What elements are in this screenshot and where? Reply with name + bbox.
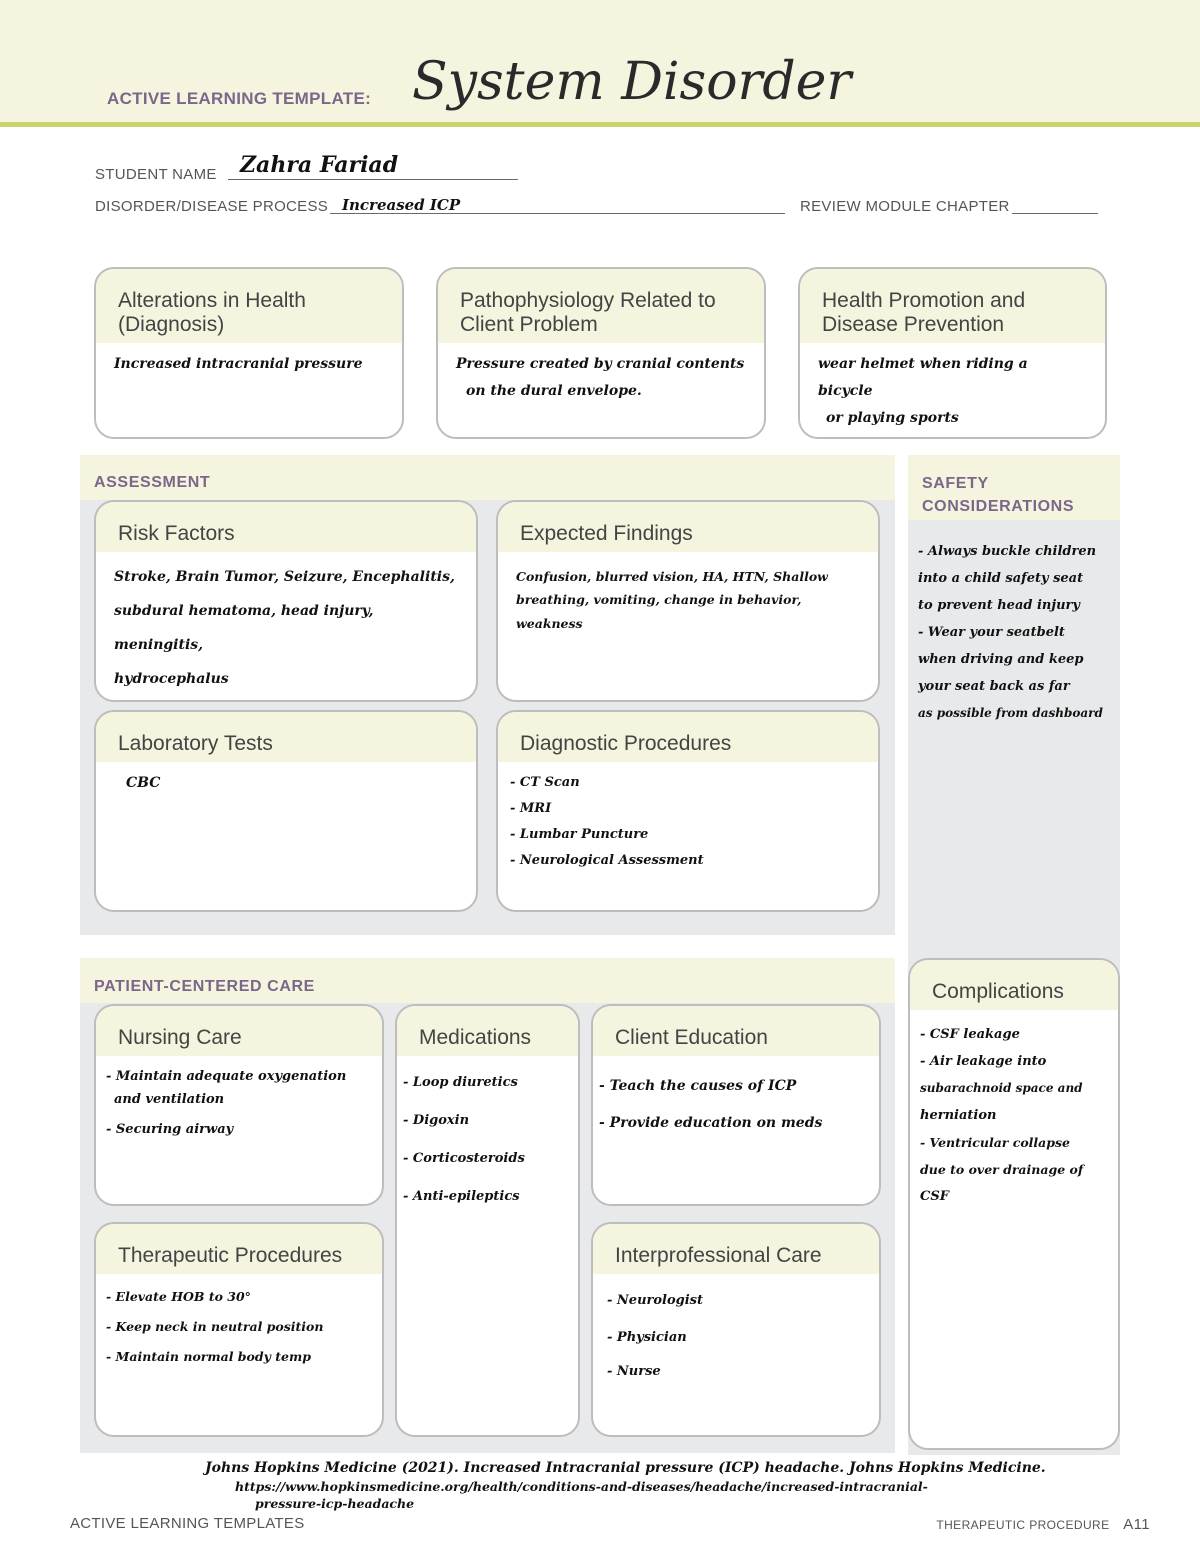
patient-care-label: PATIENT-CENTERED CARE [94,978,315,995]
nursing-care-line: - Securing airway [106,1122,234,1137]
safety-line: to prevent head injury [918,598,1080,613]
expected-findings-line: Confusion, blurred vision, HA, HTN, Shallow [516,569,828,584]
student-name-value: Zahra Fariad [240,152,399,178]
medications-line: - Digoxin [403,1113,470,1128]
diagnostic-procedures-line: - Lumbar Puncture [510,827,649,842]
therapeutic-procedures-line: - Elevate HOB to 30° [106,1289,251,1304]
health-promotion-title: Health Promotion and Disease Prevention [800,269,1105,343]
health-promotion-line: or playing sports [826,410,959,426]
medications-line: - Loop diuretics [403,1075,518,1090]
disorder-field[interactable] [330,194,785,214]
interprofessional-care-line: - Physician [607,1330,687,1345]
interprofessional-care-box[interactable] [591,1222,881,1437]
expected-findings-line: breathing, vomiting, change in behavior, weakness [516,592,802,631]
safety-line: when driving and keep [918,652,1084,667]
risk-factors-line: hydrocephalus [114,671,229,687]
therapeutic-procedures-box[interactable] [94,1222,384,1437]
assessment-label: ASSESSMENT [94,474,211,491]
pathophysiology-line: Pressure created by cranial contents [456,356,745,372]
complications-line: - Air leakage into [920,1054,1047,1069]
complications-line: - Ventricular collapse [920,1135,1070,1150]
medications-box[interactable] [395,1004,580,1437]
therapeutic-procedures-line: - Keep neck in neutral position [106,1319,324,1334]
laboratory-tests-title: Laboratory Tests [96,712,476,762]
client-education-box[interactable] [591,1004,881,1206]
health-promotion-line: wear helmet when riding a bicycle [818,356,1028,399]
pathophysiology-box[interactable] [436,267,766,439]
laboratory-tests-line: CBC [126,775,161,791]
risk-factors-title: Risk Factors [96,502,476,552]
medications-line: - Anti-epileptics [403,1189,520,1204]
expected-findings-box[interactable] [496,500,880,702]
disorder-value: Increased ICP [342,196,461,214]
complications-line: herniation [920,1108,997,1123]
client-education-line: - Teach the causes of ICP [599,1078,797,1094]
student-name-field[interactable] [228,152,518,180]
risk-factors-line: Stroke, Brain Tumor, Seizure, Encephalitis, [114,569,455,585]
client-education-line: - Provide education on meds [599,1115,823,1131]
reference-line: https://www.hopkinsmedicine.org/health/conditions-and-diseases/headache/increased-intracranial- [235,1479,928,1494]
interprofessional-care-line: - Nurse [607,1364,661,1379]
medications-line: - Corticosteroids [403,1151,525,1166]
client-education-title: Client Education [593,1006,879,1056]
safety-label: SAFETY CONSIDERATIONS [922,475,1075,515]
diagnostic-procedures-line: - MRI [510,801,552,816]
nursing-care-title: Nursing Care [96,1006,382,1056]
diagnostic-procedures-line: - CT Scan [510,775,580,790]
risk-factors-line: subdural hematoma, head injury, meningitis, [114,603,374,653]
page-number: A11 [1123,1516,1150,1533]
alterations-line: Increased intracranial pressure [114,356,363,372]
medications-title: Medications [397,1006,578,1056]
interprofessional-care-title: Interprofessional Care [593,1224,879,1274]
safety-line: - Wear your seatbelt [918,625,1065,640]
reference-line: pressure-icp-headache [255,1496,415,1511]
safety-content[interactable] [918,538,1113,727]
footer-right-label: THERAPEUTIC PROCEDURE [936,1518,1110,1532]
student-name-label: STUDENT NAME [95,166,217,183]
complications-line: due to over drainage of [920,1162,1084,1177]
laboratory-tests-box[interactable] [94,710,478,912]
diagnostic-procedures-title: Diagnostic Procedures [498,712,878,762]
nursing-care-line: and ventilation [114,1092,225,1107]
complications-line: CSF [920,1189,949,1204]
disorder-label: DISORDER/DISEASE PROCESS [95,198,329,215]
template-title: System Disorder [412,52,852,112]
complications-line: - CSF leakage [920,1027,1020,1042]
review-module-field[interactable] [1012,194,1098,214]
nursing-care-line: - Maintain adequate oxygenation [106,1069,347,1084]
safety-line: your seat back as far [918,679,1070,694]
review-module-label: REVIEW MODULE CHAPTER [800,198,1010,215]
alterations-box[interactable] [94,267,404,439]
footer-right [936,1516,1150,1533]
diagnostic-procedures-box[interactable] [496,710,880,912]
footer-left-label: ACTIVE LEARNING TEMPLATES [70,1515,305,1532]
pathophysiology-title: Pathophysiology Related to Client Problem [438,269,764,343]
alterations-title: Alterations in Health (Diagnosis) [96,269,402,343]
pathophysiology-line: on the dural envelope. [466,383,642,399]
therapeutic-procedures-title: Therapeutic Procedures [96,1224,382,1274]
header-divider [0,122,1200,127]
expected-findings-title: Expected Findings [498,502,878,552]
complications-title: Complications [910,960,1118,1010]
risk-factors-box[interactable] [94,500,478,702]
nursing-care-box[interactable] [94,1004,384,1206]
complications-line: subarachnoid space and [920,1081,1083,1095]
diagnostic-procedures-line: - Neurological Assessment [510,853,704,868]
health-promotion-box[interactable] [798,267,1107,439]
reference-line: Johns Hopkins Medicine (2021). Increased Intracranial pressure (ICP) headache. Johns Hopkins Medicine. [205,1460,1046,1476]
safety-line: - Always buckle children [918,544,1097,559]
interprofessional-care-line: - Neurologist [607,1293,704,1308]
template-prefix: ACTIVE LEARNING TEMPLATE: [107,89,372,108]
safety-line: as possible from dashboard [918,706,1103,720]
safety-line: into a child safety seat [918,571,1084,586]
therapeutic-procedures-line: - Maintain normal body temp [106,1349,311,1364]
complications-box[interactable] [908,958,1120,1450]
reference-note [205,1458,1105,1512]
